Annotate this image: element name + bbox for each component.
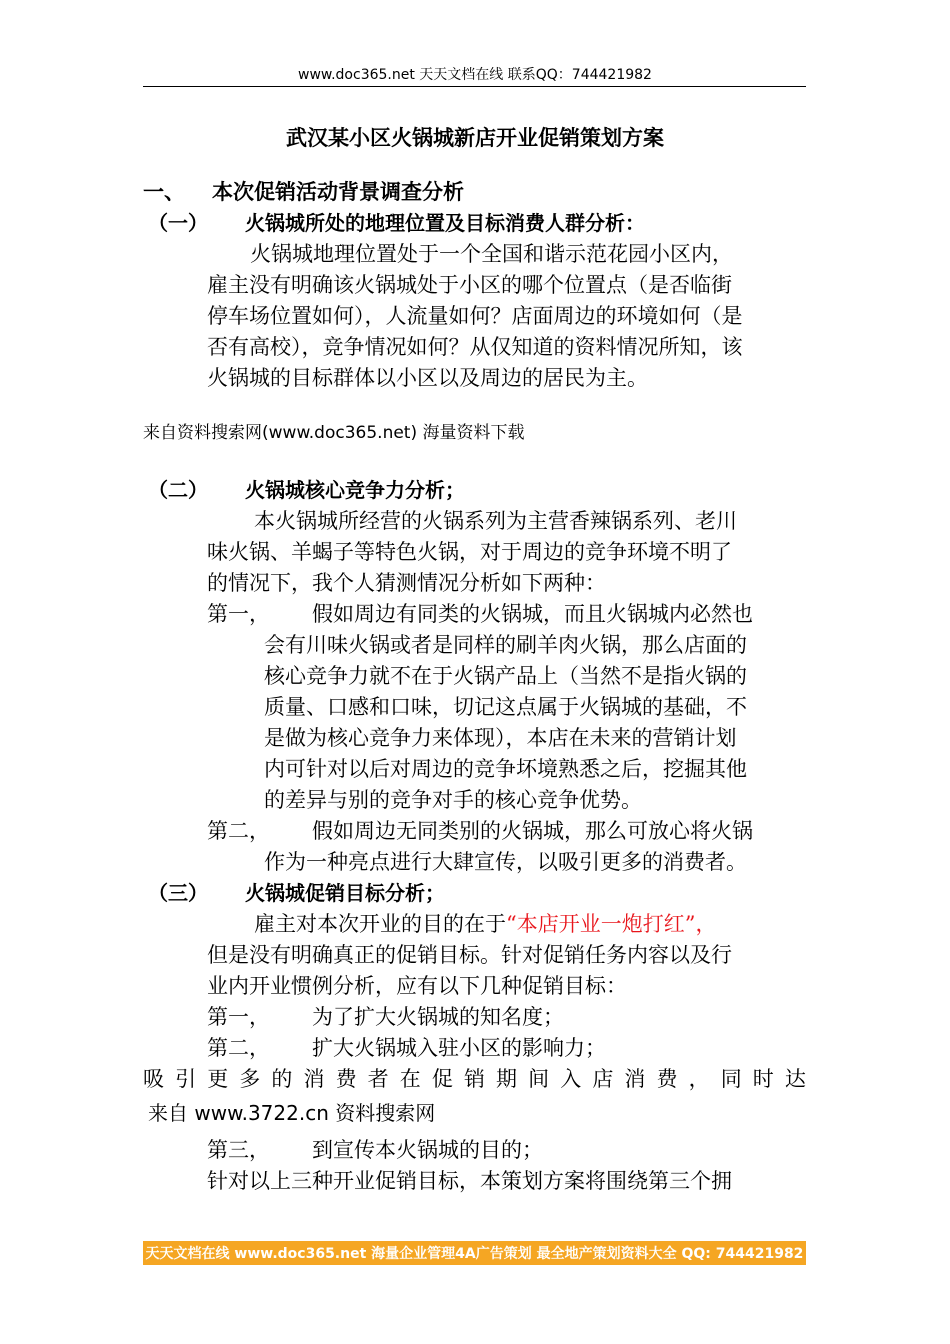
paragraph-line: 假如周边无同类别的火锅城，那么可放心将火锅 — [312, 819, 753, 843]
spread-char: 达 — [784, 1067, 806, 1091]
document-title: 武汉某小区火锅城新店开业促销策划方案 — [286, 126, 664, 150]
footer-banner: 天天文档在线 www.doc365.net 海量企业管理4A广告策划 最全地产策划资料大全 QQ: 744421982 — [143, 1241, 806, 1265]
paragraph-line: 内可针对以后对周边的竞争坏境熟悉之后，挖掘其他 — [264, 757, 747, 781]
subsection-3-number: （三） — [148, 881, 208, 905]
spread-char: 销 — [463, 1067, 485, 1091]
spread-char: 的 — [271, 1067, 293, 1091]
spread-char: 消 — [303, 1067, 325, 1091]
spread-char: 入 — [560, 1067, 582, 1091]
list-label-goal-1: 第一， — [207, 1005, 270, 1029]
paragraph-line: 火锅城的目标群体以小区以及周边的居民为主。 — [207, 366, 648, 390]
paragraph-line: 停车场位置如何），人流量如何？店面周边的环境如何（是 — [207, 304, 743, 328]
spread-char: 促 — [431, 1067, 453, 1091]
paragraph-line: 假如周边有同类的火锅城，而且火锅城内必然也 — [312, 602, 753, 626]
subsection-1-number: （一） — [148, 211, 208, 235]
spread-char: 间 — [528, 1067, 550, 1091]
spread-char: 更 — [207, 1067, 229, 1091]
paragraph-line: 业内开业惯例分析，应有以下几种促销目标： — [207, 974, 627, 998]
list-label-goal-3: 第三， — [207, 1138, 270, 1162]
list-label-second: 第二， — [207, 819, 270, 843]
list-label-goal-2: 第二， — [207, 1036, 270, 1060]
paragraph-text: 雇主对本次开业的目的在于 — [254, 912, 506, 936]
paragraph-line: 作为一种亮点进行大肆宣传，以吸引更多的消费者。 — [264, 850, 747, 874]
paragraph-line: 本火锅城所经营的火锅系列为主营香辣锅系列、老川 — [254, 509, 737, 533]
spread-char: 期 — [496, 1067, 518, 1091]
source-note: 来自资料搜索网(www.doc365.net) 海量资料下载 — [143, 423, 525, 443]
list-label-first: 第一， — [207, 602, 270, 626]
page-header: www.doc365.net 天天文档在线 联系QQ：744421982 — [298, 67, 652, 83]
spread-char: 吸 — [143, 1067, 164, 1091]
header-divider — [143, 86, 806, 87]
paragraph-line: 火锅城地理位置处于一个全国和谐示范花园小区内， — [250, 242, 733, 266]
spread-char: 消 — [624, 1067, 646, 1091]
section-1-number: 一、 — [143, 180, 185, 204]
subsection-1-heading: 火锅城所处的地理位置及目标消费人群分析： — [245, 211, 645, 235]
goal-2-text: 扩大火锅城入驻小区的影响力； — [312, 1036, 606, 1060]
paragraph-line: 核心竞争力就不在于火锅产品上（当然不是指火锅的 — [264, 664, 747, 688]
paragraph-line: 味火锅、羊蝎子等特色火锅，对于周边的竞争环境不明了 — [207, 540, 732, 564]
source-banner: 来自 www.3722.cn 资料搜索网 — [148, 1101, 436, 1125]
paragraph-line: 雇主没有明确该火锅城处于小区的哪个位置点（是否临街 — [207, 273, 732, 297]
paragraph-line: 的情况下，我个人猜测情况分析如下两种： — [207, 571, 606, 595]
spread-char: 店 — [592, 1067, 614, 1091]
spread-char: 时 — [752, 1067, 774, 1091]
paragraph-line: 但是没有明确真正的促销目标。针对促销任务内容以及行 — [207, 943, 732, 967]
paragraph-line: 针对以上三种开业促销目标，本策划方案将围绕第三个拥 — [207, 1169, 732, 1193]
goal-3-text: 到宣传本火锅城的目的； — [312, 1138, 543, 1162]
spread-char: 引 — [175, 1067, 197, 1091]
spread-char: 费 — [335, 1067, 357, 1091]
paragraph-line — [254, 908, 716, 938]
spread-char: 同 — [720, 1067, 742, 1091]
spread-char: 费 — [656, 1067, 678, 1091]
paragraph-line: 会有川味火锅或者是同样的刷羊肉火锅，那么店面的 — [264, 633, 747, 657]
spread-char: ， — [688, 1067, 710, 1091]
spread-char: 多 — [239, 1067, 261, 1091]
paragraph-line: 的差异与别的竞争对手的核心竞争优势。 — [264, 788, 642, 812]
subsection-2-number: （二） — [148, 478, 208, 502]
subsection-3-heading: 火锅城促销目标分析； — [245, 881, 445, 905]
section-1-heading: 本次促销活动背景调查分析 — [212, 180, 464, 204]
goal-1-text: 为了扩大火锅城的知名度； — [312, 1005, 564, 1029]
paragraph-line: 质量、口感和口味，切记这点属于火锅城的基础，不 — [264, 695, 747, 719]
highlight-quote: “本店开业一炮打红”， — [506, 912, 717, 936]
spread-char: 者 — [367, 1067, 389, 1091]
subsection-2-heading: 火锅城核心竞争力分析； — [245, 478, 465, 502]
justified-paragraph-line — [143, 1063, 806, 1093]
paragraph-line: 否有高校），竞争情况如何？从仅知道的资料情况所知，该 — [207, 335, 743, 359]
spread-char: 在 — [399, 1067, 421, 1091]
paragraph-line: 是做为核心竞争力来体现），本店在未来的营销计划 — [264, 726, 737, 750]
